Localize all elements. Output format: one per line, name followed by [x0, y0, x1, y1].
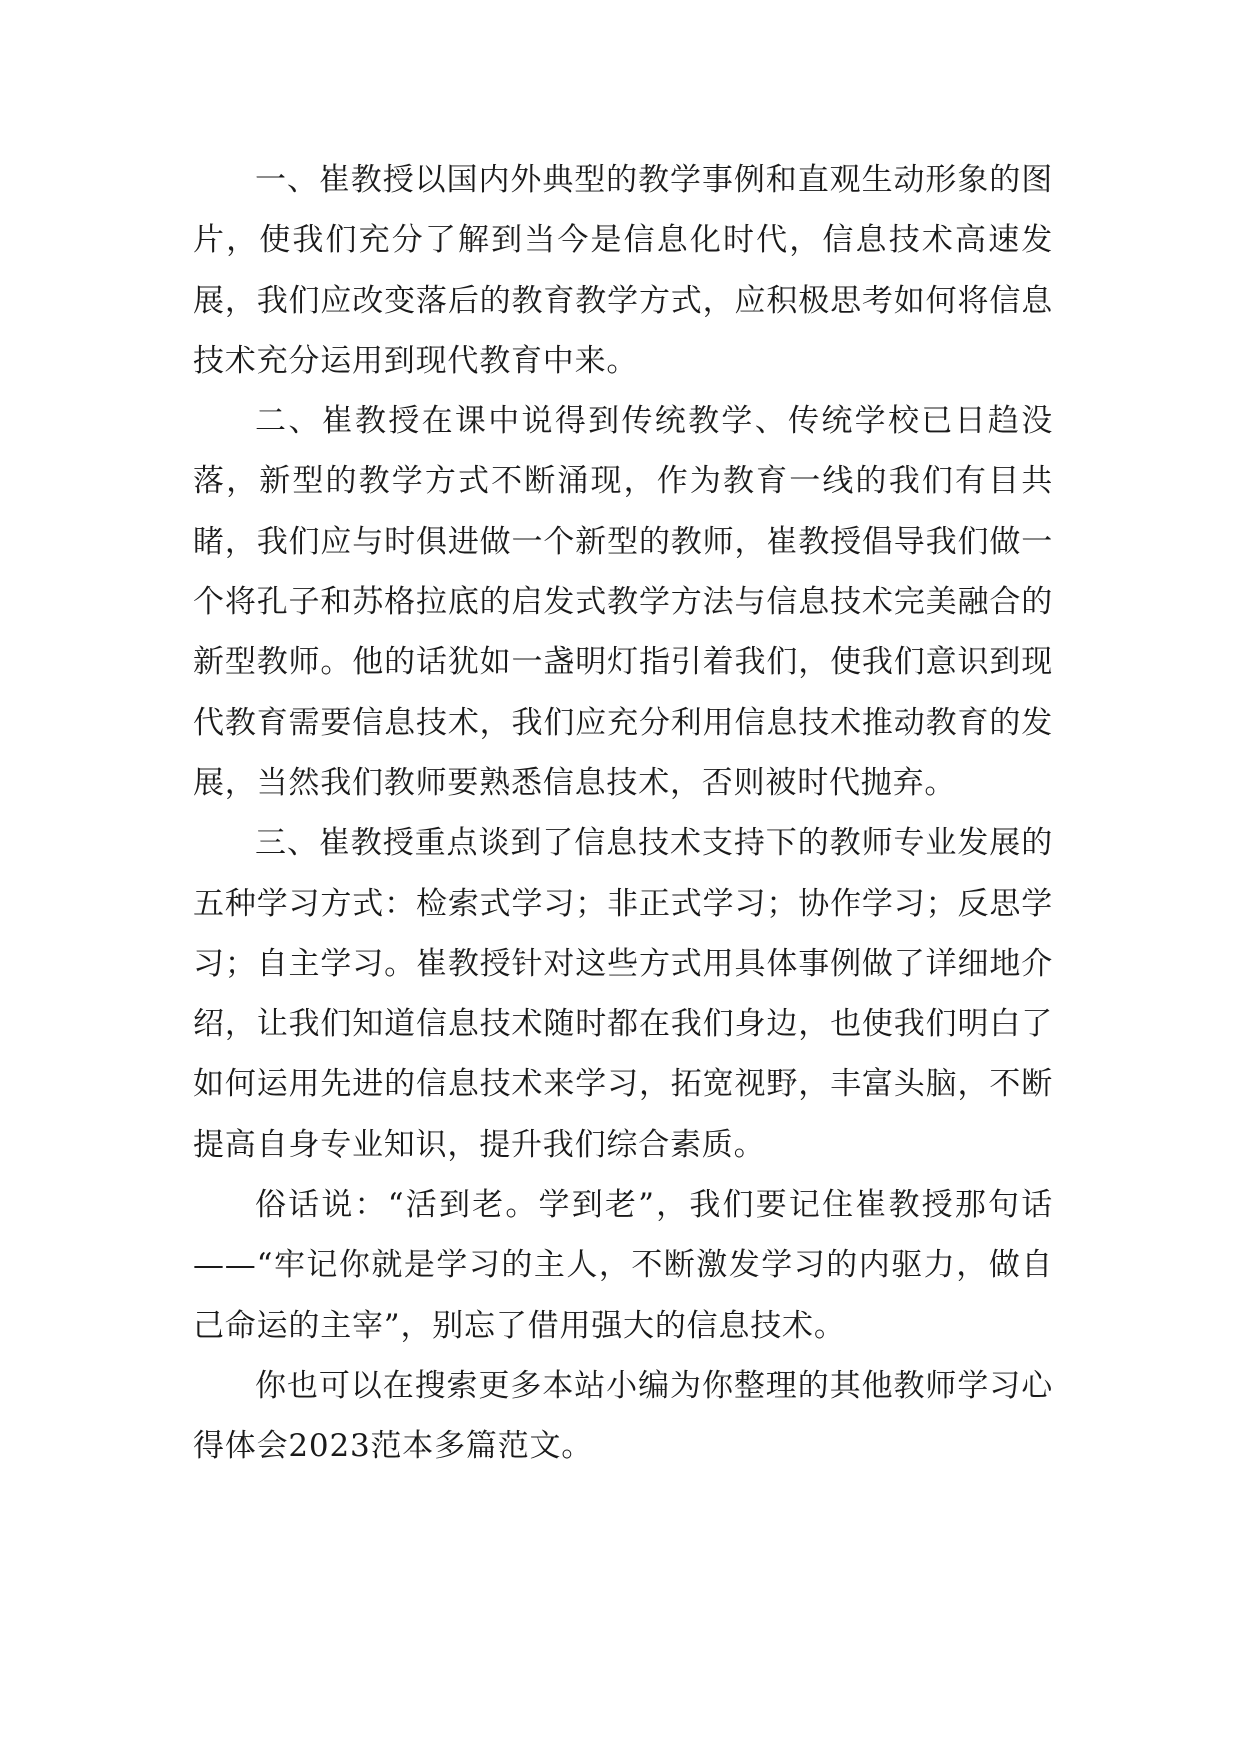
- paragraph-3: 三、崔教授重点谈到了信息技术支持下的教师专业发展的五种学习方式：检索式学习；非正式学习；协作学习；反思学习；自主学习。崔教授针对这些方式用具体事例做了详细地介绍，让我们知道信息技术随时都在我们身边，也使我们明白了如何运用先进的信息技术来学习，拓宽视野，丰富头脑，不断提高自身专业知识，提升我们综合素质。: [193, 825, 1053, 1163]
- paragraph-1: 一、崔教授以国内外典型的教学事例和直观生动形象的图片，使我们充分了解到当今是信息化时代，信息技术高速发展，我们应改变落后的教育教学方式，应积极思考如何将信息技术充分运用到现代教育中来。: [193, 162, 1053, 379]
- document-body: [193, 150, 1053, 1477]
- paragraph-5: 你也可以在搜索更多本站小编为你整理的其他教师学习心得体会2023范本多篇范文。: [193, 1367, 1053, 1465]
- paragraph-2: 二、崔教授在课中说得到传统教学、传统学校已日趋没落，新型的教学方式不断涌现，作为教育一线的我们有目共睹，我们应与时俱进做一个新型的教师，崔教授倡导我们做一个将孔子和苏格拉底的启发式教学方法与信息技术完美融合的新型教师。他的话犹如一盏明灯指引着我们，使我们意识到现代教育需要信息技术，我们应充分利用信息技术推动教育的发展，当然我们教师要熟悉信息技术，否则被时代抛弃。: [193, 403, 1053, 801]
- paragraph-4: 俗话说：“活到老。学到老”，我们要记住崔教授那句话——“牢记你就是学习的主人，不断激发学习的内驱力，做自己命运的主宰”，别忘了借用强大的信息技术。: [193, 1187, 1053, 1344]
